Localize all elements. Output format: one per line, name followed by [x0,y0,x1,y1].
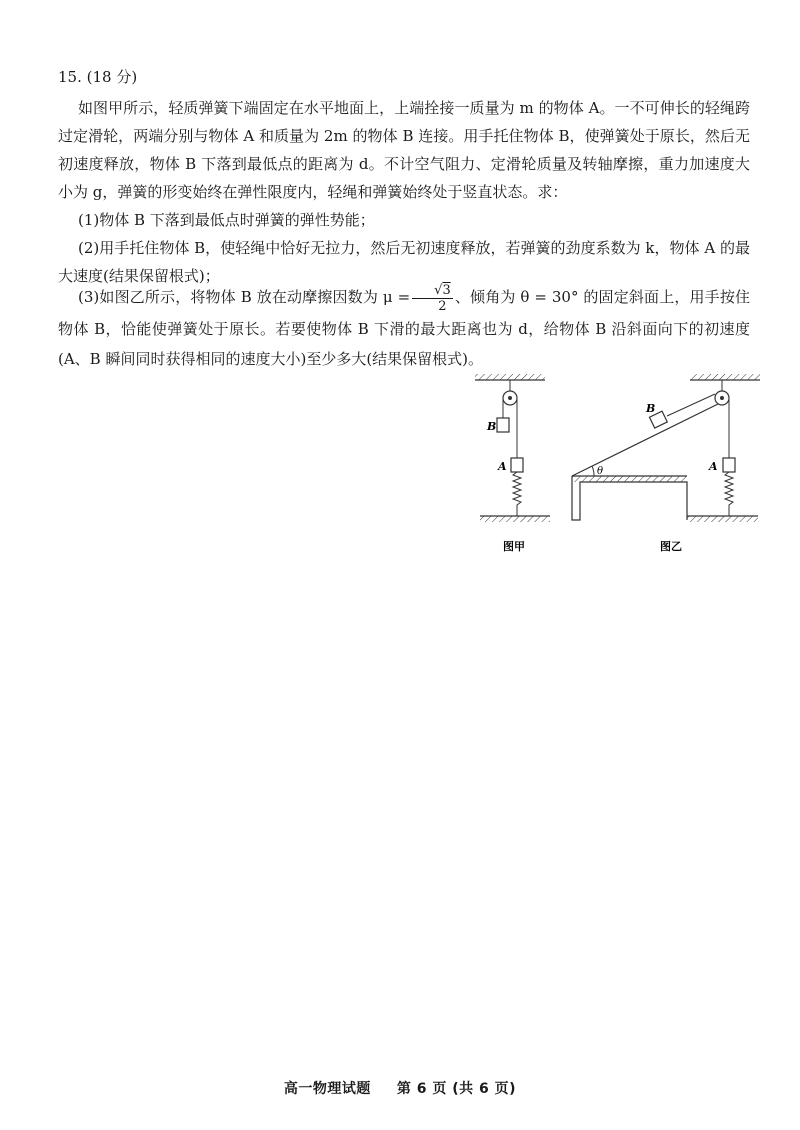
radicand: 3 [442,282,451,298]
block-b-left [497,418,509,432]
label-b-left: B [487,420,497,433]
physics-figure [460,370,760,570]
rope-b-right [667,394,715,416]
incline-support [572,476,687,520]
sub-question-3-lead: (3)如图乙所示，将物体 B 放在动摩擦因数为 μ = [78,288,411,306]
pulley-axle-right [720,396,724,400]
sub-question-3-rest: 、倾角为 θ = 30° 的固定斜面上，用手按住物体 B，恰能使弹簧处于原长。若要使物体 B 下滑的最大距离也为 d，给物体 B 沿斜面向下的初速度(A、B 瞬间同时获得相同的速度大小)至少多大(结果保留根式)。 [58,288,750,368]
fraction-numerator: √3 [412,283,453,299]
ground-hatch-right [687,516,758,522]
caption-left: 图甲 [503,540,525,553]
caption-right: 图乙 [660,540,682,553]
incline-surface [572,404,718,476]
friction-coefficient-fraction [412,283,453,314]
sub-question-1: (1)物体 B 下落到最低点时弹簧的弹性势能； [78,211,375,229]
pulley-axle-left [508,396,512,400]
figure-diagram [460,370,760,570]
label-a-left: A [498,460,507,473]
block-a-left [511,458,523,472]
ceiling-hatch-right [690,374,760,380]
ground-hatch-left [480,516,550,522]
figure-right [572,374,760,553]
spring-right [725,472,733,516]
angle-arc [592,466,594,476]
figure-left [475,374,550,553]
label-b-right: B [646,402,656,415]
footer-title: 高一物理试题 [283,1081,371,1097]
question-intro: 如图甲所示，轻质弹簧下端固定在水平地面上，上端拴接一质量为 m 的物体 A。一不可伸长的轻绳跨过定滑轮，两端分别与物体 A 和质量为 2m 的物体 B 连接。用手托住物体 B，使弹簧处于原长，然后无初速度释放，物体 B 下落到最低点的距离为 d。不计空气阻力、定滑轮质量及转轴摩擦，重力加速度大小为 g，弹簧的形变始终在弹性限度内，轻绳和弹簧始终处于竖直状态。求： [58,99,750,201]
sub-question-3 [58,282,750,374]
label-theta: θ [597,466,604,477]
fraction-denominator: 2 [438,298,447,314]
spring-left [513,472,521,516]
ceiling-hatch-left [475,374,545,380]
incline-base-hatch [572,476,687,482]
page-footer [0,1078,800,1098]
block-a-right [723,458,735,472]
label-a-right: A [709,460,718,473]
sub-question-2: (2)用手托住物体 B，使轻绳中恰好无拉力，然后无初速度释放，若弹簧的劲度系数为 k，物体 A 的最大速度(结果保留根式)； [58,239,750,285]
question-number: 15. (18 分) [58,68,138,86]
footer-page-number: 第 6 页 (共 6 页) [396,1081,517,1097]
